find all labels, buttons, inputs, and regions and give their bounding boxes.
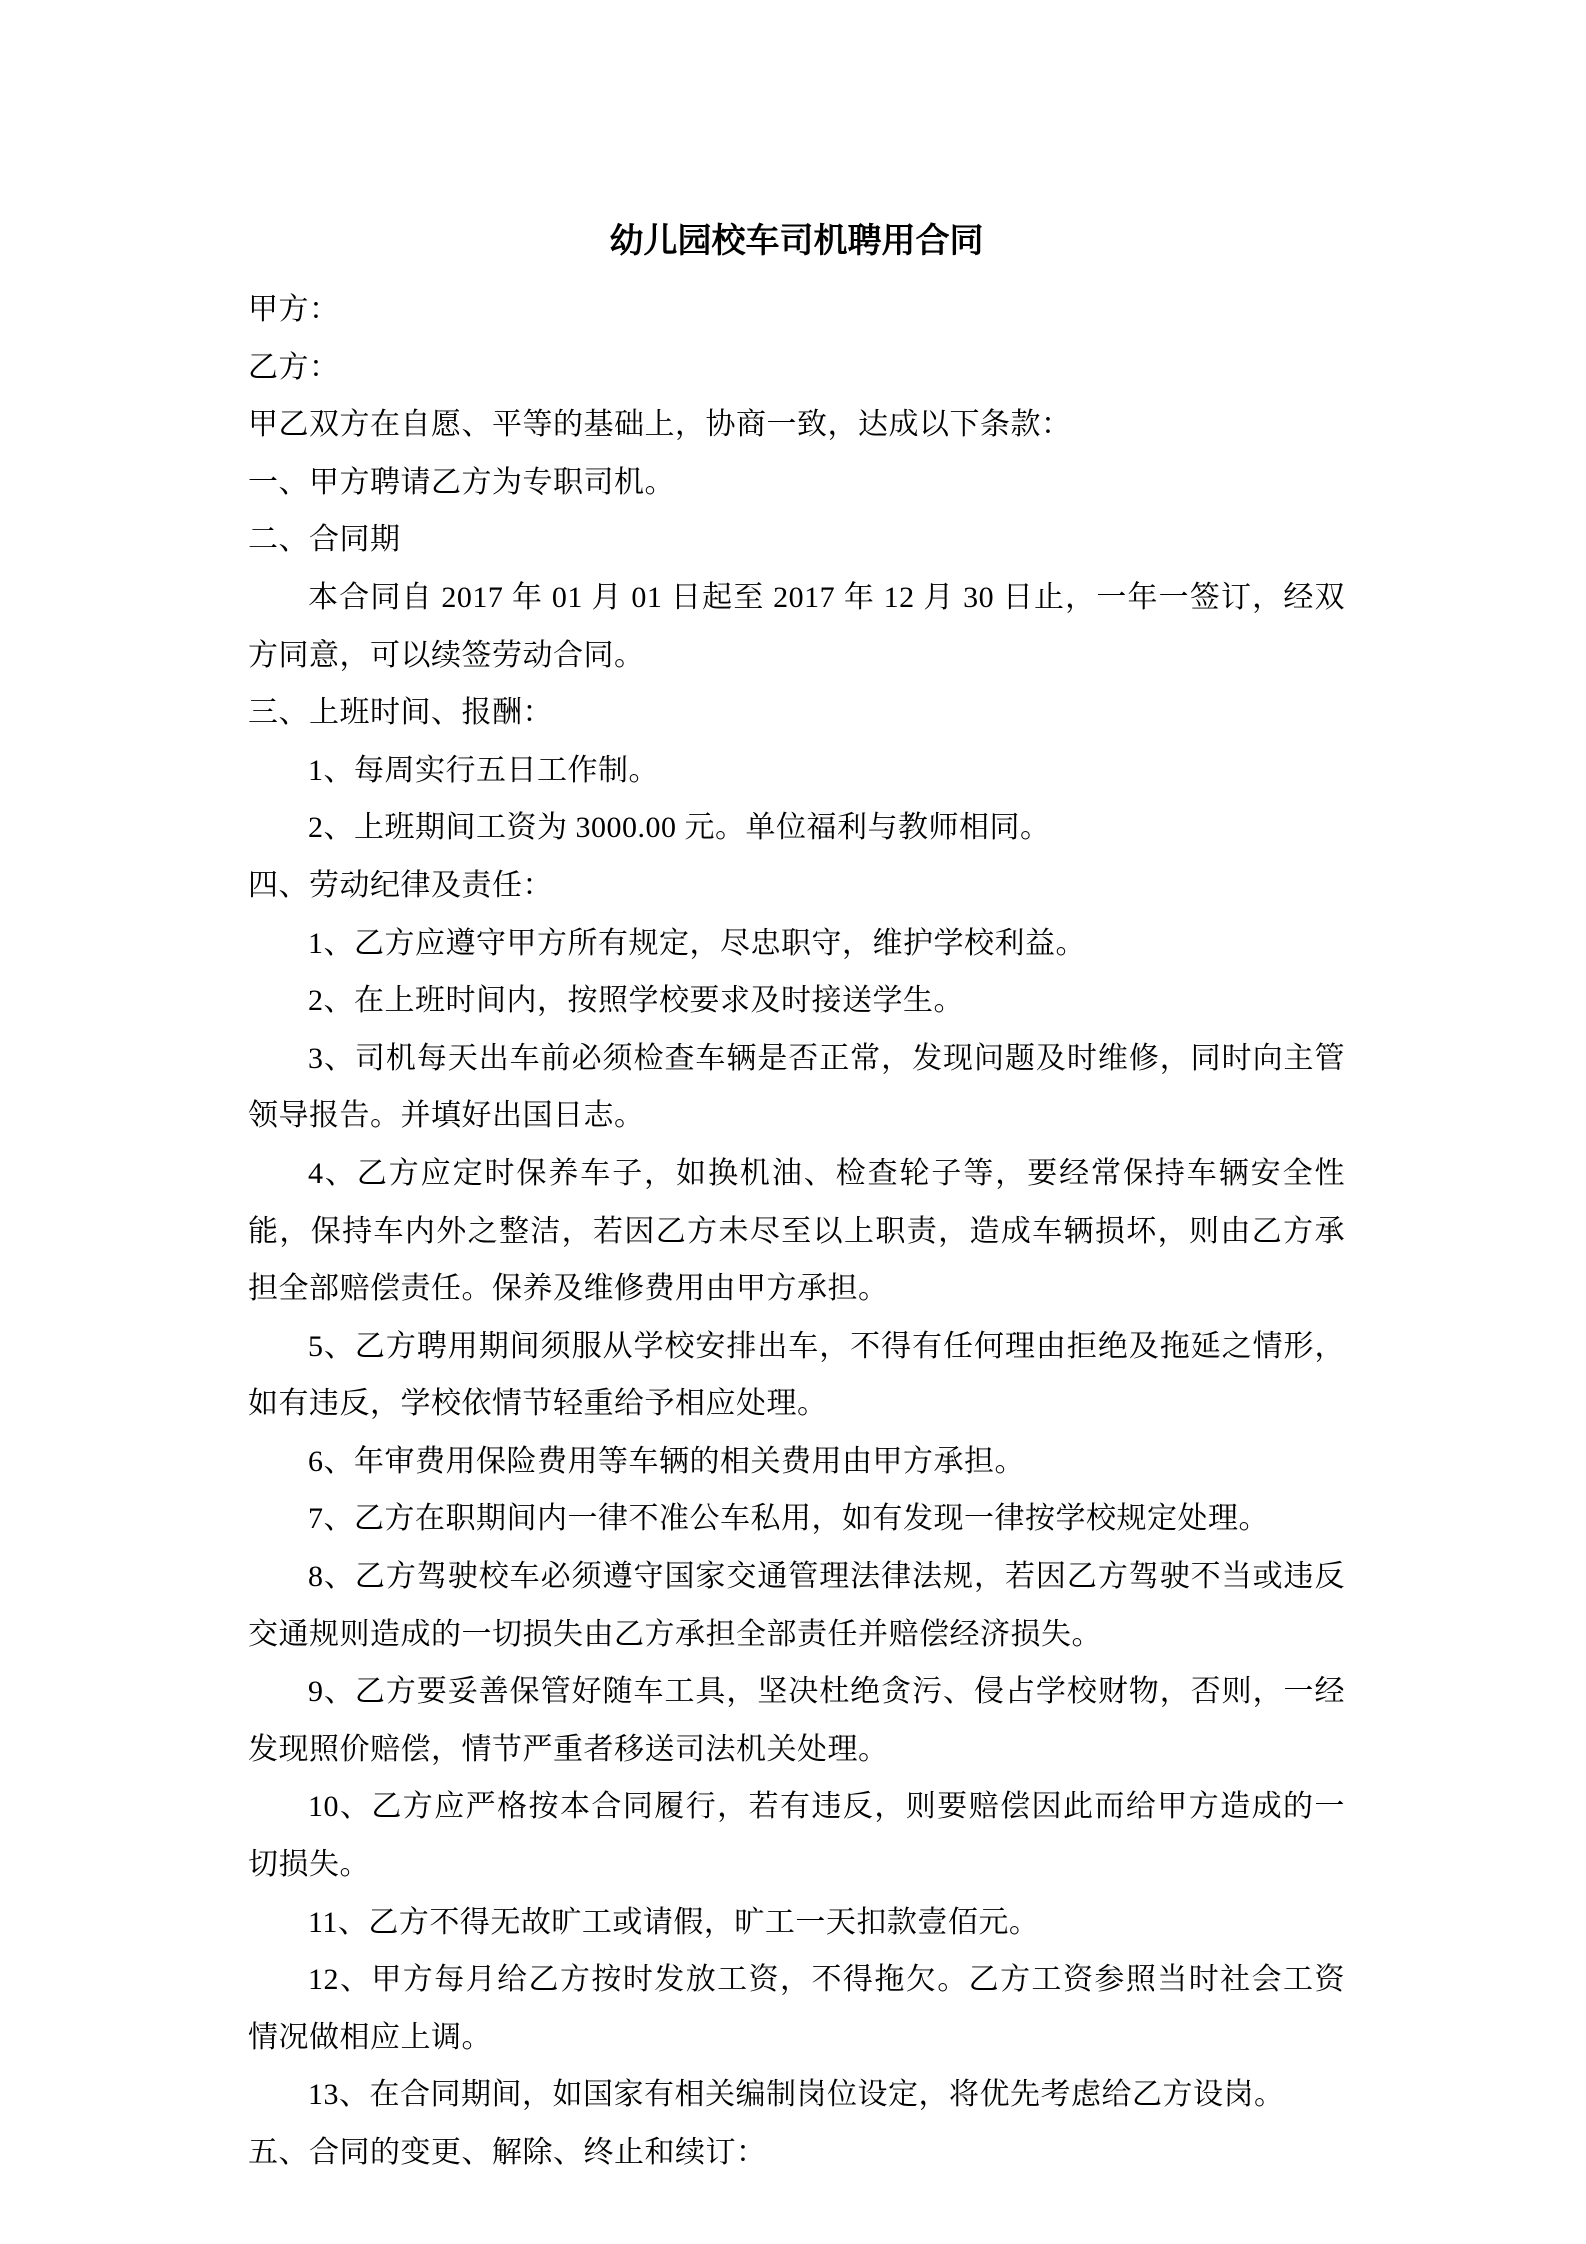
paragraph-clause-4-item-9: 9、乙方要妥善保管好随车工具，坚决杜绝贪污、侵占学校财物，否则，一经发现照价赔偿，情节严重者移送司法机关处理。 xyxy=(248,1675,1345,1766)
paragraph-clause-4-item-11: 11、乙方不得无故旷工或请假，旷工一天扣款壹佰元。 xyxy=(308,1905,1040,1939)
paragraph-clause-3-item-2: 2、上班期间工资为 3000.00 元。单位福利与教师相同。 xyxy=(308,811,1051,845)
paragraph-clause-4-item-4: 4、乙方应定时保养车子，如换机油、检查轮子等，要经常保持车辆安全性能，保持车内外之整洁，若因乙方未尽至以上职责，造成车辆损坏，则由乙方承担全部赔偿责任。保养及维修费用由甲方承担。 xyxy=(248,1156,1345,1306)
paragraph-clause-3-heading: 三、上班时间、报酬： xyxy=(248,696,553,730)
paragraph-clause-4-item-7: 7、乙方在职期间内一律不准公车私用，如有发现一律按学校规定处理。 xyxy=(308,1502,1269,1536)
paragraph-clause-4-heading: 四、劳动纪律及责任： xyxy=(248,868,553,902)
paragraph-clause-4-item-8: 8、乙方驾驶校车必须遵守国家交通管理法律法规，若因乙方驾驶不当或违反交通规则造成的一切损失由乙方承担全部责任并赔偿经济损失。 xyxy=(248,1560,1345,1651)
paragraph-clause-2-body: 本合同自 2017 年 01 月 01 日起至 2017 年 12 月 30 日止，一年一签订，经双方同意，可以续签劳动合同。 xyxy=(248,580,1345,672)
paragraph-clause-4-item-5: 5、乙方聘用期间须服从学校安排出车，不得有任何理由拒绝及拖延之情形，如有违反，学校依情节轻重给予相应处理。 xyxy=(248,1329,1345,1421)
paragraph-clause-4-item-6: 6、年审费用保险费用等车辆的相关费用由甲方承担。 xyxy=(308,1444,1025,1478)
paragraph-clause-5-heading: 五、合同的变更、解除、终止和续订： xyxy=(248,2136,767,2169)
paragraph-clause-2-heading: 二、合同期 xyxy=(248,523,401,557)
paragraph-party-b: 乙方： xyxy=(248,350,340,384)
paragraph-party-a: 甲方： xyxy=(248,293,340,326)
paragraph-clause-3-item-1: 1、每周实行五日工作制。 xyxy=(308,753,659,787)
paragraph-clause-1: 一、甲方聘请乙方为专职司机。 xyxy=(248,465,675,499)
paragraph-preamble: 甲乙双方在自愿、平等的基础上，协商一致，达成以下条款： xyxy=(248,408,1072,442)
paragraph-clause-4-item-2: 2、在上班时间内，按照学校要求及时接送学生。 xyxy=(308,984,964,1018)
paragraph-clause-4-item-10: 10、乙方应严格按本合同履行，若有违反，则要赔偿因此而给甲方造成的一切损失。 xyxy=(248,1790,1345,1882)
paragraph-clause-4-item-3: 3、司机每天出车前必须检查车辆是否正常，发现问题及时维修，同时向主管领导报告。并填好出国日志。 xyxy=(248,1041,1345,1133)
document-title: 幼儿园校车司机聘用合同 xyxy=(609,223,984,260)
paragraph-clause-4-item-12: 12、甲方每月给乙方按时发放工资，不得拖欠。乙方工资参照当时社会工资情况做相应上调。 xyxy=(248,1963,1345,2054)
paragraph-clause-4-item-1: 1、乙方应遵守甲方所有规定，尽忠职守，维护学校利益。 xyxy=(308,926,1086,960)
paragraph-clause-4-item-13: 13、在合同期间，如国家有相关编制岗位设定，将优先考虑给乙方设岗。 xyxy=(308,2078,1285,2112)
